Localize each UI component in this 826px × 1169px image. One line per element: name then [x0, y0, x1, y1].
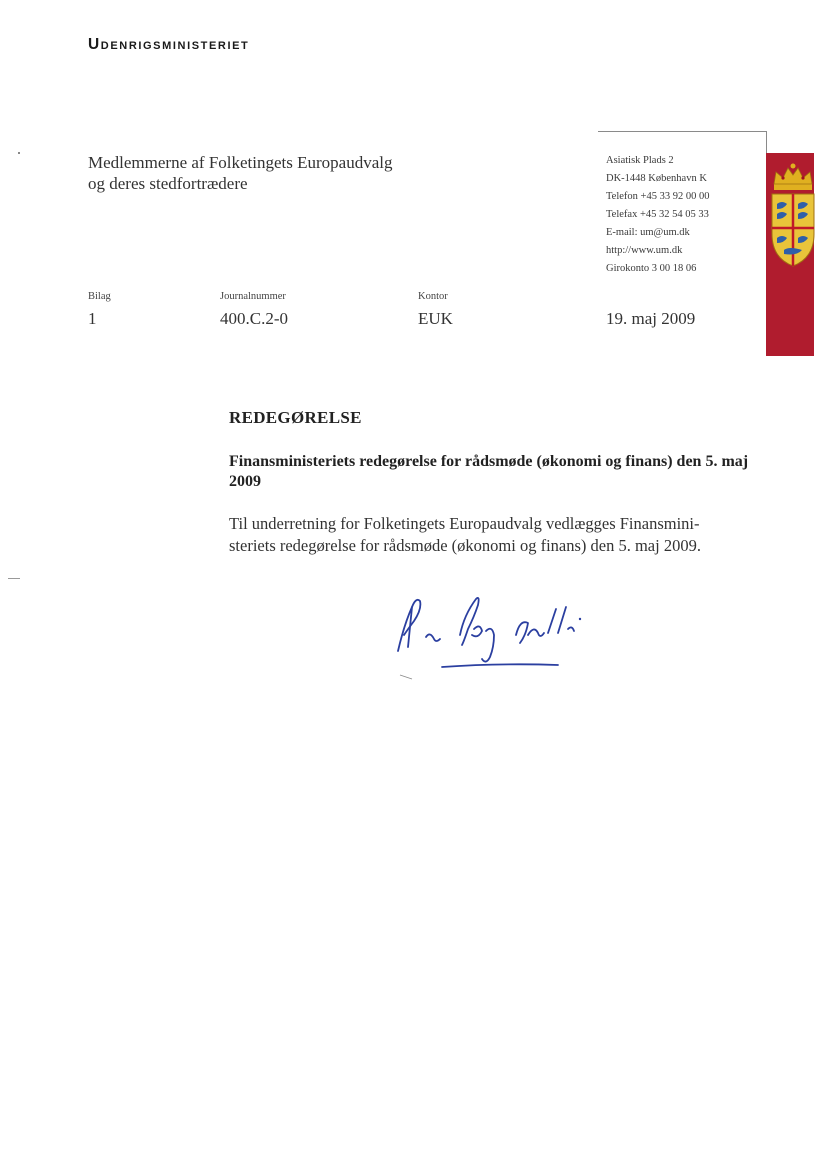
kontor-label: Kontor — [418, 291, 448, 302]
address-line: Girokonto 3 00 18 06 — [606, 263, 697, 274]
document-heading: REDEGØRELSE — [229, 408, 362, 427]
document-date: 19. maj 2009 — [606, 309, 696, 328]
body-paragraph — [229, 513, 749, 557]
address-line: Asiatisk Plads 2 — [606, 155, 674, 166]
recipient-block — [88, 152, 393, 194]
address-divider — [598, 131, 766, 132]
address-block — [606, 152, 709, 278]
address-divider — [766, 131, 767, 153]
royal-coat-of-arms-icon — [768, 162, 818, 272]
scan-mark — [8, 578, 20, 579]
address-line: DK-1448 København K — [606, 173, 707, 184]
document-subheading: Finansministeriets redegørelse for rådsmøde (økonomi og finans) den 5. maj 2009 — [229, 453, 749, 490]
recipient-line: Medlemmerne af Folketingets Europaudvalg — [88, 153, 393, 172]
journal-value: 400.C.2-0 — [220, 309, 288, 328]
ministry-title: Udenrigsministeriet — [88, 36, 250, 53]
scan-mark — [18, 152, 20, 154]
kontor-value: EUK — [418, 309, 453, 328]
address-line: http://www.um.dk — [606, 245, 683, 256]
address-line: Telefax +45 32 54 05 33 — [606, 209, 709, 220]
bilag-label: Bilag — [88, 291, 111, 302]
recipient-line: og deres stedfortrædere — [88, 174, 248, 193]
handwritten-signature — [390, 585, 610, 685]
body-line: steriets redegørelse for rådsmøde (økonomi og finans) den 5. maj 2009. — [229, 536, 701, 555]
address-line: Telefon +45 33 92 00 00 — [606, 191, 710, 202]
journal-label: Journalnummer — [220, 291, 286, 302]
address-line: E-mail: um@um.dk — [606, 227, 690, 238]
body-line: Til underretning for Folketingets Europaudvalg vedlægges Finansmini- — [229, 514, 700, 533]
bilag-value: 1 — [88, 309, 97, 328]
